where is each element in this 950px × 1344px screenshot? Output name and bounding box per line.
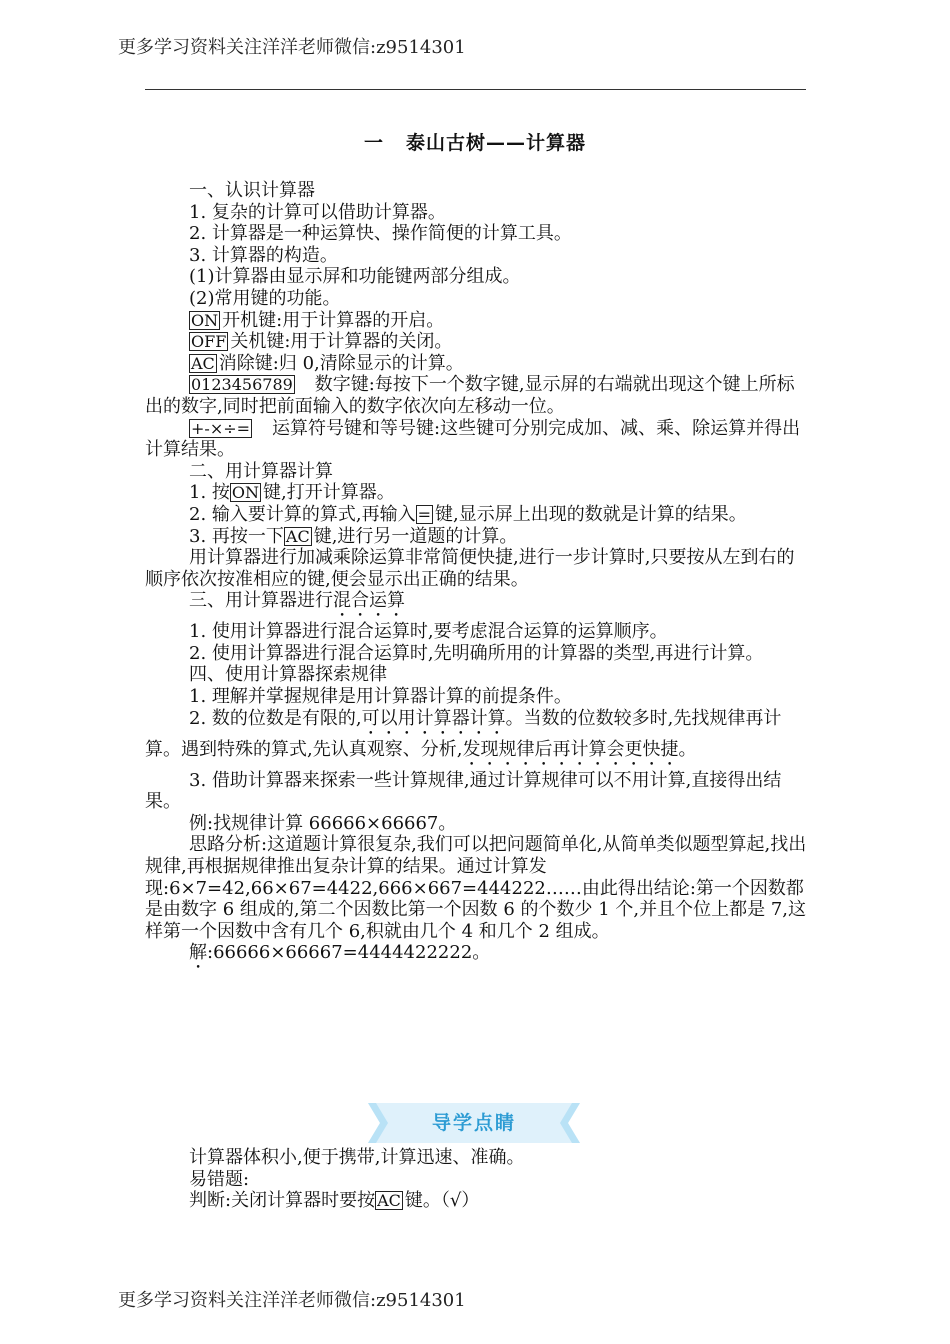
ac-key: AC <box>377 1191 401 1211</box>
footer-note: 更多学习资料关注洋洋老师微信:z9514301 <box>118 1290 466 1311</box>
banner-title: 导学点睛 <box>431 1112 516 1134</box>
header-note: 更多学习资料关注洋洋老师微信:z9514301 <box>118 37 466 58</box>
solution-label: 解 <box>189 942 207 964</box>
guide-p3-b: 键。（√） <box>404 1190 480 1212</box>
s4-p2-a: 2. 数的位数是有限的, <box>189 707 362 729</box>
s2-p4: 用计算器进行加减乘除运算非常简便快捷,进行一步计算时,只要按从左到右的顺序依次按准相应的键,便会显示出正确的结果。 <box>145 547 795 590</box>
key-off-row <box>145 331 807 353</box>
s3-heading-b: 混合运算 <box>333 590 405 612</box>
key-ac-desc: 消除键:归 0,清除显示的计算。 <box>218 352 464 374</box>
guide-p1: 计算器体积小,便于携带,计算迅速、准确。 <box>189 1147 525 1168</box>
s4-heading: 四、使用计算器探索规律 <box>189 664 387 686</box>
s3-heading <box>145 590 807 621</box>
s1-heading: 一、认识计算器 <box>189 180 315 201</box>
s4-p2-c: 。当数的位数较多时,先找规律再计算。遇到特殊的算式,先认真观察、分析, <box>145 707 782 760</box>
key-off-desc: 关机键:用于计算器的关闭。 <box>230 331 453 353</box>
on-key: ON <box>191 310 219 330</box>
s2-p1 <box>145 482 807 504</box>
content <box>145 180 807 973</box>
s1-p5: (2)常用键的功能。 <box>189 287 341 309</box>
ac-key: AC <box>191 353 215 373</box>
s2-p2-a: 2. 输入要计算的算式,再输入 <box>189 503 416 525</box>
s1-p2: 2. 计算器是一种运算快、操作简便的计算工具。 <box>189 223 572 245</box>
s3-p1: 1. 使用计算器进行混合运算时,要考虑混合运算的运算顺序。 <box>189 621 668 643</box>
s2-p2-b: 键,显示屏上出现的数就是计算的结果。 <box>435 503 747 525</box>
guide-p3-a: 判断:关闭计算器时要按 <box>189 1190 376 1212</box>
s2-p2 <box>145 504 807 526</box>
on-key: ON <box>231 483 260 503</box>
s4-p2 <box>145 708 807 770</box>
guide-p2: 易错题: <box>189 1168 250 1190</box>
ac-key: AC <box>285 526 310 546</box>
s1-p1: 1. 复杂的计算可以借助计算器。 <box>189 201 446 223</box>
key-on-row <box>145 310 807 332</box>
s2-p1-b: 键,打开计算器。 <box>263 482 395 504</box>
key-ops-desc: 运算符号键和等号键:这些键可分别完成加、减、乘、除运算并得出计算结果。 <box>145 417 801 461</box>
solution-text: :66666×66667=4444422222。 <box>207 942 491 964</box>
guide-content <box>145 1147 807 1212</box>
example: 例:找规律计算 66666×66667。 <box>189 812 457 834</box>
key-ac-row <box>145 353 807 375</box>
key-num-row <box>145 374 807 417</box>
s4-p2-e: 。 <box>678 738 697 760</box>
guide-p3 <box>145 1190 807 1212</box>
s2-p1-a: 1. 按 <box>189 482 230 504</box>
s2-heading: 二、用计算器计算 <box>189 460 333 482</box>
key-on-desc: 开机键:用于计算器的开启。 <box>222 309 445 331</box>
number-keys: 0123456789 <box>191 375 293 395</box>
s3-heading-a: 三、用计算器进行 <box>189 590 333 612</box>
header-rule <box>145 89 806 90</box>
analysis: 思路分析:这道题计算很复杂,我们可以把问题简单化,从简单类似题型算起,找出规律,再根据规律推出复杂计算的结果。通过计算发现:6×7=42,66×67=4422,666×667=444222……由此得出结论:第一个因数都是由数字 6 组成的,第二个因数比第一个因数 6 的个数少 1 个,并且个位上都是 7,这样第一个因数中含有几个 6,积就由几个 4 和几个 2 组成。 <box>145 834 807 942</box>
s4-p2-d: 发现规律后再计算会更快捷 <box>462 738 679 760</box>
s4-p2-b: 可以用计算器计算 <box>361 707 506 729</box>
equals-key: = <box>417 504 432 524</box>
title-number: 一 <box>363 132 384 154</box>
operator-keys: +-×÷= <box>191 418 251 438</box>
s2-p3-a: 3. 再按一下 <box>189 525 284 547</box>
key-ops-row <box>145 418 807 461</box>
key-num-desc: 数字键:每按下一个数字键,显示屏的右端就出现这个键上所标出的数字,同时把前面输入的数字依次向左移动一位。 <box>145 374 795 417</box>
solution <box>145 942 807 973</box>
s2-p3 <box>145 526 807 548</box>
guide-banner <box>368 1103 580 1143</box>
page-title <box>0 128 950 155</box>
s1-p3: 3. 计算器的构造。 <box>189 244 338 266</box>
off-key: OFF <box>191 332 227 352</box>
s4-p1: 1. 理解并掌握规律是用计算器计算的前提条件。 <box>189 686 572 708</box>
s3-p2: 2. 使用计算器进行混合运算时,先明确所用的计算器的类型,再进行计算。 <box>189 642 764 664</box>
s4-p3: 3. 借助计算器来探索一些计算规律,通过计算规律可以不用计算,直接得出结果。 <box>145 769 782 813</box>
title-text: 泰山古树——计算器 <box>406 132 587 154</box>
s2-p3-b: 键,进行另一道题的计算。 <box>313 525 518 547</box>
s1-p4: (1)计算器由显示屏和功能键两部分组成。 <box>189 266 521 288</box>
